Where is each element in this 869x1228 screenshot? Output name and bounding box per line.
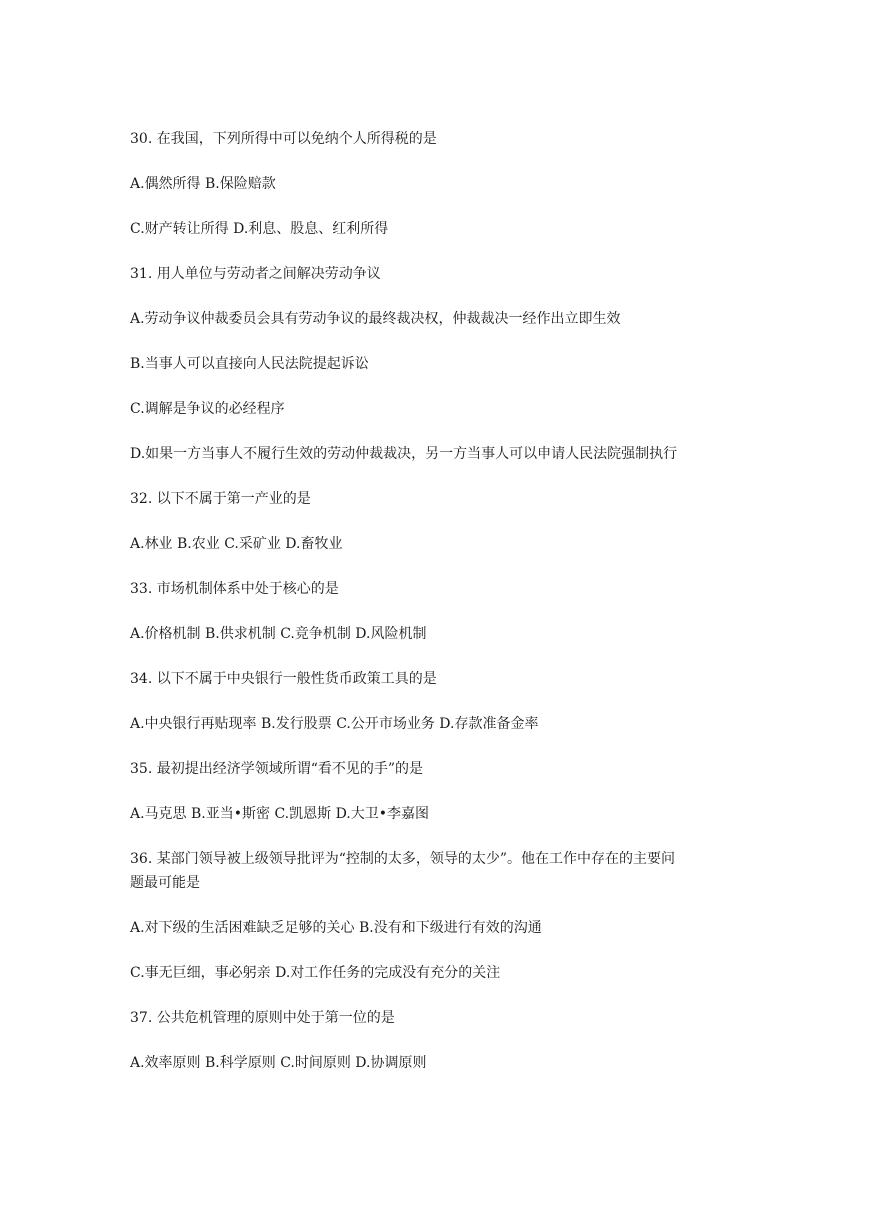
document-page [130,127,750,1096]
question-36-line-1: 36. 某部门领导被上级领导批评为“控制的太多，领导的太少”。他在工作中存在的主要问 [130,851,676,867]
option-line: A.对下级的生活困难缺乏足够的关心 B.没有和下级进行有效的沟通 [130,920,542,936]
question-36 [130,847,750,895]
option-line: A.中央银行再贴现率 B.发行股票 C.公开市场业务 D.存款准备金率 [130,716,539,732]
question-37: 37. 公共危机管理的原则中处于第一位的是 [130,1010,395,1026]
option-line: C.调解是争议的必经程序 [130,401,285,417]
option-line: A.劳动争议仲裁委员会具有劳动争议的最终裁决权，仲裁裁决一经作出立即生效 [130,311,621,327]
question-34: 34. 以下不属于中央银行一般性货币政策工具的是 [130,671,437,687]
question-31: 31. 用人单位与劳动者之间解决劳动争议 [130,266,381,282]
question-33: 33. 市场机制体系中处于核心的是 [130,581,339,597]
question-30: 30. 在我国，下列所得中可以免纳个人所得税的是 [130,131,437,147]
option-line: A.偶然所得 B.保险赔款 [130,176,276,192]
option-line: B.当事人可以直接向人民法院提起诉讼 [130,356,369,372]
question-36-line-2: 题最可能是 [130,875,200,891]
option-line: A.马克思 B.亚当•斯密 C.凯恩斯 D.大卫•李嘉图 [130,806,430,822]
option-line: A.林业 B.农业 C.采矿业 D.畜牧业 [130,536,343,552]
question-35: 35. 最初提出经济学领域所谓“看不见的手”的是 [130,761,424,777]
question-32: 32. 以下不属于第一产业的是 [130,491,311,507]
option-line: C.事无巨细，事必躬亲 D.对工作任务的完成没有充分的关注 [130,965,501,981]
option-line: A.价格机制 B.供求机制 C.竞争机制 D.风险机制 [130,626,427,642]
option-line: C.财产转让所得 D.利息、股息、红利所得 [130,221,389,237]
option-line: A.效率原则 B.科学原则 C.时间原则 D.协调原则 [130,1055,427,1071]
option-line: D.如果一方当事人不履行生效的劳动仲裁裁决，另一方当事人可以申请人民法院强制执行 [130,446,678,462]
